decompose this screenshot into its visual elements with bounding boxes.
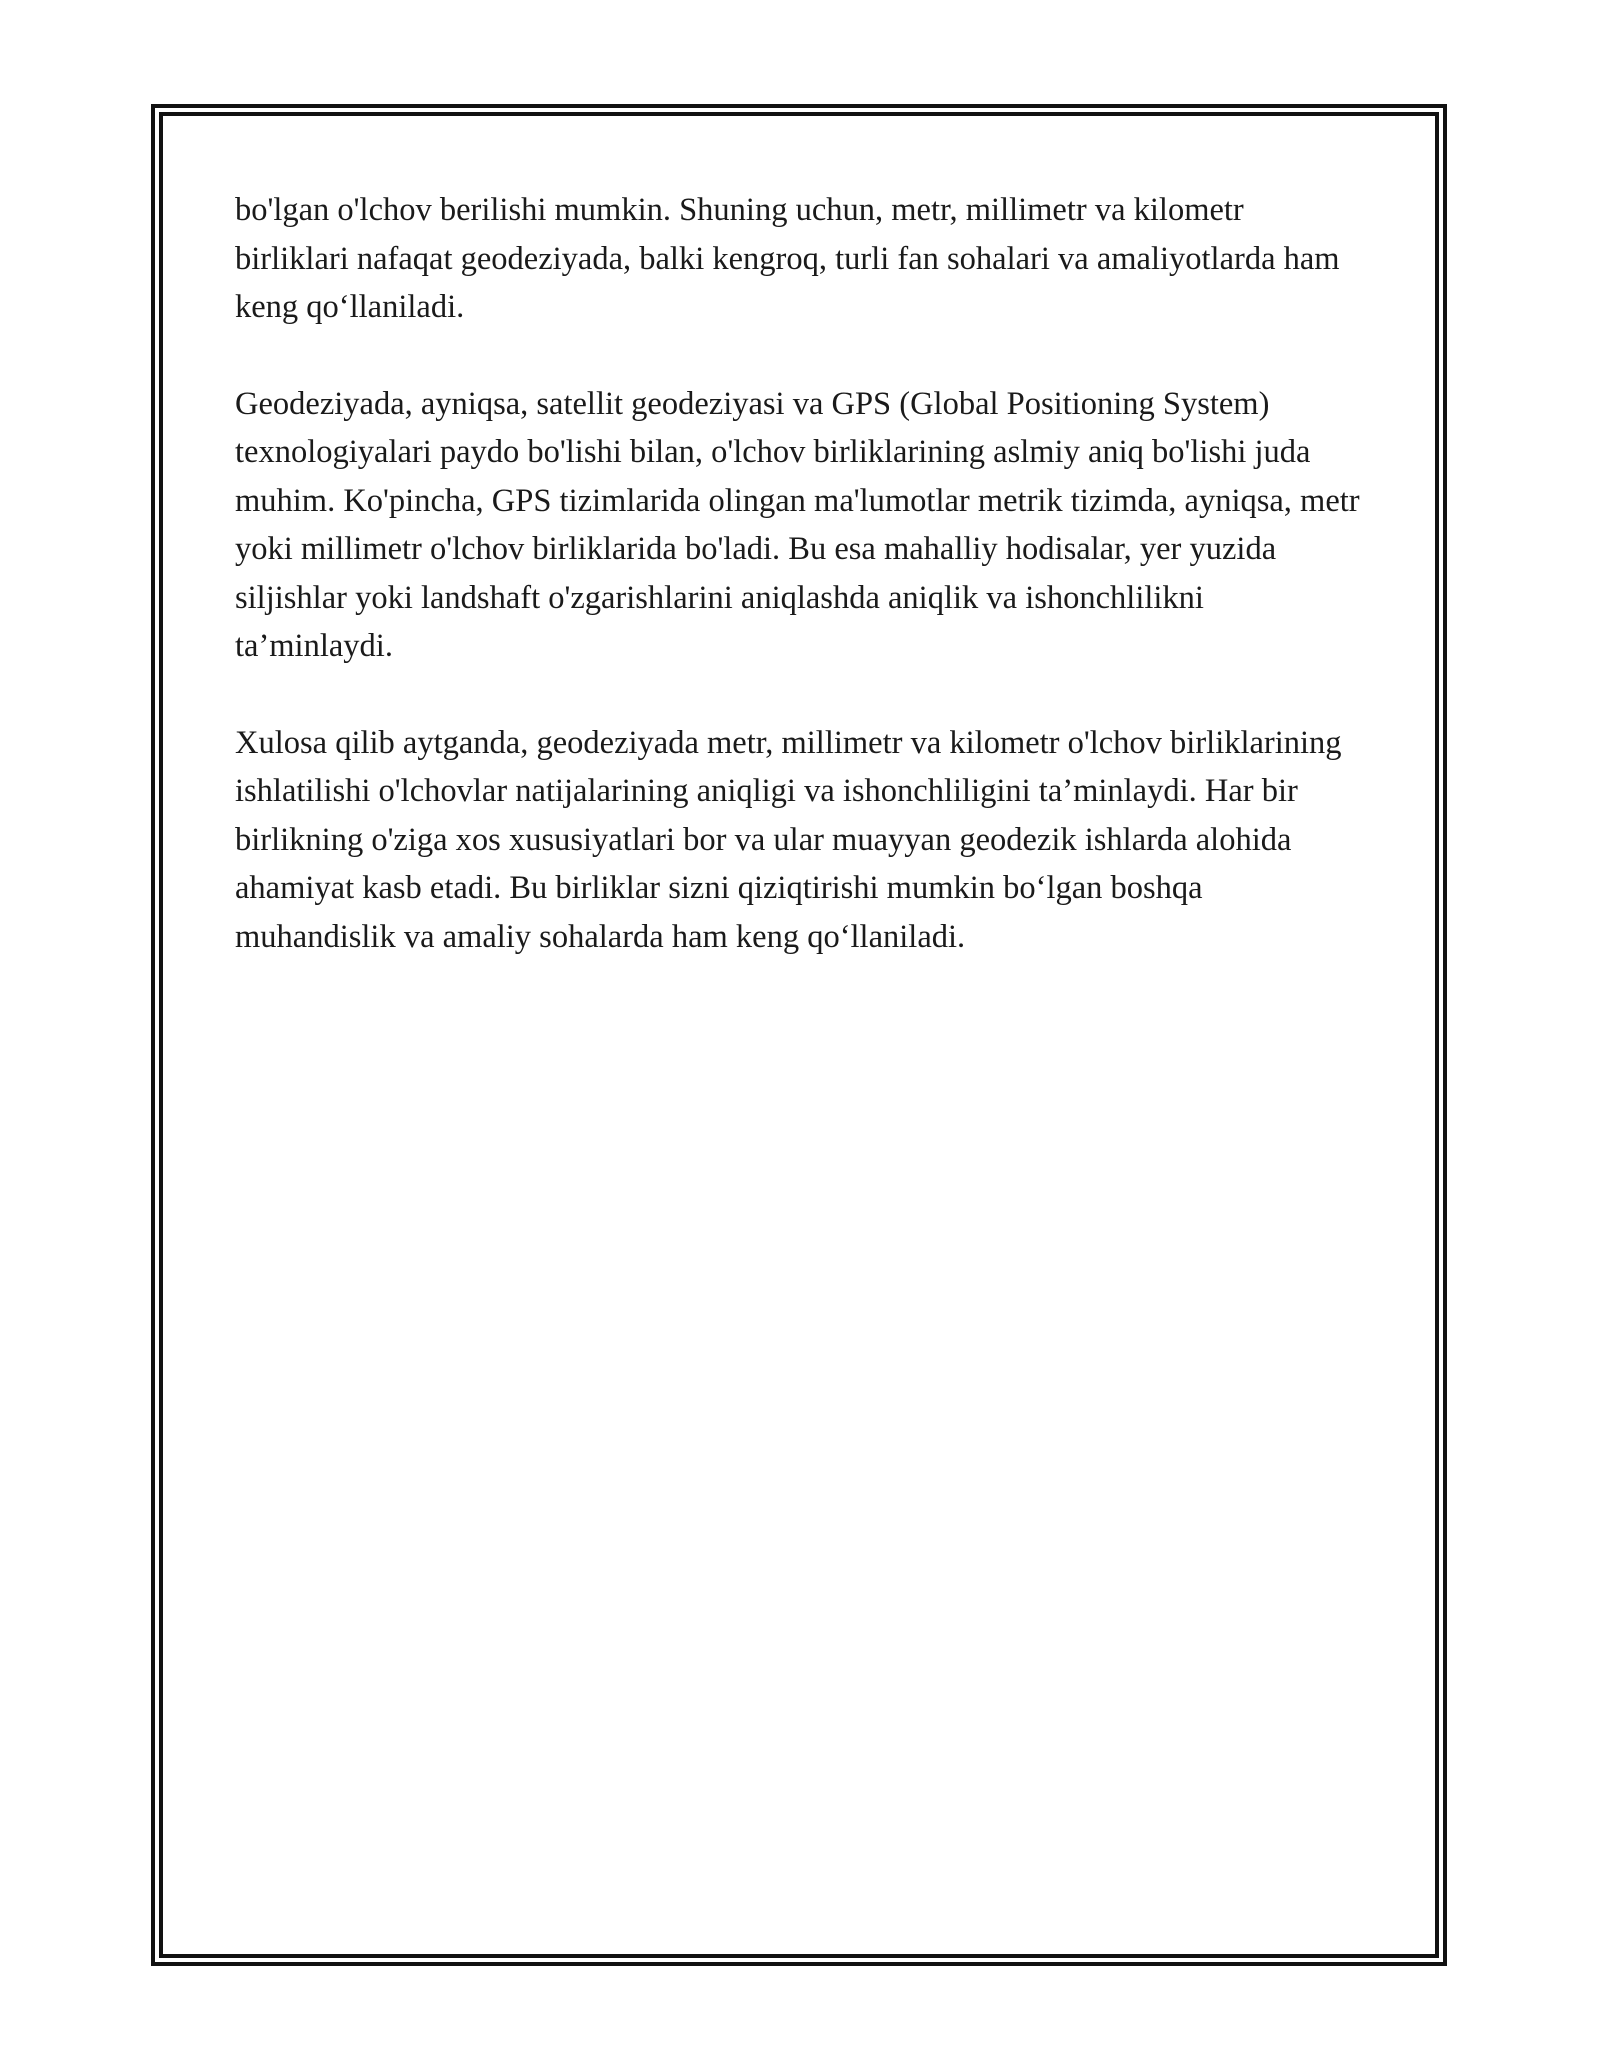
paragraph-3: Xulosa qilib aytganda, geodeziyada metr, millimetr va kilometr o'lchov birliklarining ishlatilishi o'lchovlar natijalarining aniqligi va ishonchliligini ta’minlaydi. Har bir birlikning o'ziga xos xususiyatlari bor va ular muayyan geodezik ishlarda alohida ahamiyat kasb etadi. Bu birliklar sizni qiziqtirishi mumkin bo‘lgan boshqa muhandislik va amaliy sohalarda ham keng qo‘llaniladi.: [235, 724, 1342, 955]
document-body: [235, 186, 1365, 1009]
paragraph-2: Geodeziyada, ayniqsa, satellit geodeziyasi va GPS (Global Positioning System) texnologiyalari paydo bo'lishi bilan, o'lchov birliklarining aslmiy aniq bo'lishi juda muhim. Ko'pincha, GPS tizimlarida olingan ma'lumotlar metrik tizimda, ayniqsa, metr yoki millimetr o'lchov birliklarida bo'ladi. Bu esa mahalliy hodisalar, yer yuzida siljishlar yoki landshaft o'zgarishlarini aniqlashda aniqlik va ishonchlilikni ta’minlaydi.: [235, 385, 1360, 664]
paragraph-1: bo'lgan o'lchov berilishi mumkin. Shuning uchun, metr, millimetr va kilometr birliklari nafaqat geodeziyada, balki kengroq, turli fan sohalari va amaliyotlarda ham keng qo‘llaniladi.: [235, 192, 1340, 325]
